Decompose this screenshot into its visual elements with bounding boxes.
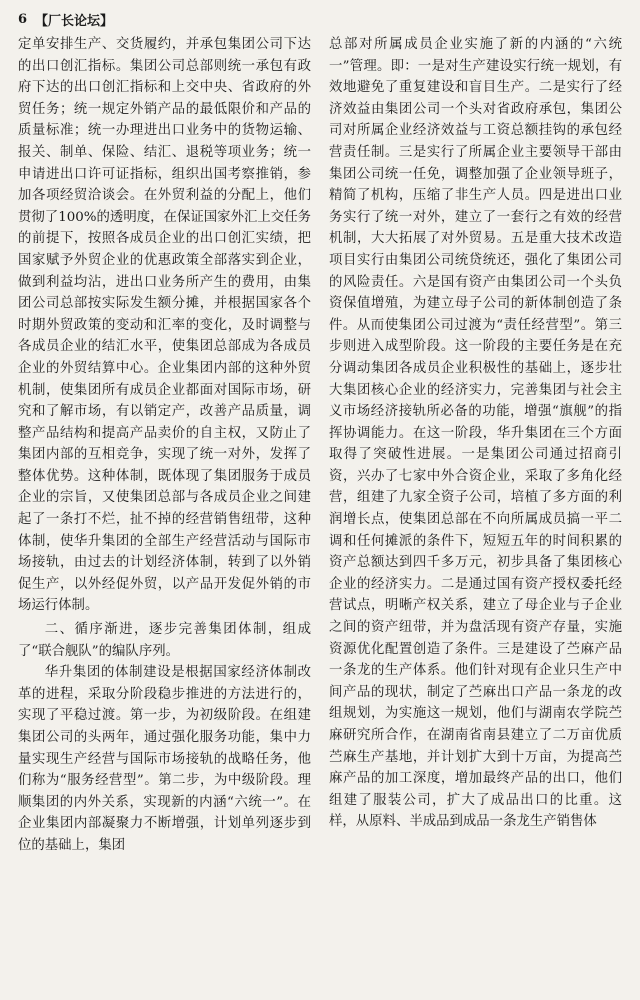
paragraph: 总部对所属成员企业实施了新的内涵的“六统一”管理。即：一是对生产建设实行统一规划，有效地避免了重复建设和盲目生产。二是实行了经济效益由集团公司一个头对省政府承包，集团公司对所属企业经济效益与工资总额挂钩的承包经营责任制。三是实行了所属企业主要领导干部由集团公司统一任免，调整加强了企业领导班子，精简了机构，压缩了非生产人员。四是进出口业务实行了统一对外，建立了一套行之有效的经营机制，大大拓展了对外贸易。五是重大技术改造项目实行由集团公司统贷统还，强化了集团公司的风险责任。六是国有资产由集团公司一个头负资保值增殖，为建立母子公司的新体制创造了条件。从而使集团公司过渡为“责任经营型”。第三步则进入成型阶段。这一阶段的主要任务是在充分调动集团各成员企业积极性的基础上，逐步壮大集团核心企业的经济实力，完善集团与社会主义市场经济接轨所必备的功能，增强“旗舰”的指挥协调能力。在这一阶段，华升集团在三个方面取得了突破性进展。一是集团公司通过招商引资，兴办了七家中外合资企业，采取了多角化经营，组建了九家全资子公司，培植了多方面的利润增长点，使集团总部在不向所属成员搞一平二调和任何摊派的条件下，短短五年的时间积累的资产总额达到四千多万元，初步具备了集团核心企业的经济实力。二是通过国有资产授权委托经营试点，明晰产权关系，建立了母企业与子企业之间的资产纽带，并为盘活现有资产存量，实施资源优化配置创造了条件。三是建设了苎麻产品一条龙的生产体系。他们针对现有企业只生产中间产品的现状，制定了苎麻出口产品一条龙的改组规划，为实施这一规划，他们与湖南农学院苎麻研究所合作，在湖南省南县建立了二万亩优质苎麻生产基地，并计划扩大到十万亩，为提高苎麻产品的加工深度，增加最终产品的出口，他们组建了服装公司，扩大了成品出口的比重。这样，从原料、半成品到成品一条龙生产销售体 xyxy=(329,37,622,830)
left-column xyxy=(18,34,311,994)
page-number: 6 xyxy=(18,11,28,27)
right-column xyxy=(329,34,622,994)
section-heading: 二、循序渐进，逐步完善集团体制，组成了“联合舰队”的编队序列。 xyxy=(18,622,311,659)
journal-title: 【厂长论坛】 xyxy=(35,13,114,29)
paragraph: 定单安排生产、交货履约，并承包集团公司下达的出口创汇指标。集团公司总部则统一承包有政府下达的出口创汇指标和上交中央、省政府的外贸任务；统一规定外销产品的最低限价和产品的质量标准；统一办理进出口业务中的货物运输、报关、制单、保险、结汇、退税等项业务；统一申请进出口许可证指标，组织出国考察推销，参加各项经贸洽谈会。在外贸利益的分配上，他们贯彻了100%的透明度，在保证国家外汇上交任务的前提下，按照各成员企业的出口创汇实绩，把国家赋予外贸企业的优惠政策全部落实到企业，做到利益均沾，进出口业务所产生的费用，由集团公司总部按实际发生额分摊，并根据国家各个时期外贸政策的变动和汇率的变化，及时调整与各成员企业的结汇水平，使集团总部成为各成员企业的外贸结算中心。企业集团内部的这种外贸机制，使集团所有成员企业都面对国际市场，研究和了解市场，有以销定产，改善产品质量，调整产品结构和提高产品卖价的自主权，又防止了集团内部的互相竞争，实现了统一对外，发挥了整体优势。这种体制，既体现了集团服务于成员企业的宗旨，又使集团总部与各成员企业之间建起了一条打不烂，扯不掉的经营销售纽带，这种体制，使华升集团的全部生产经营活动与国际市场接轨，由过去的计划经济体制，转到了以外销促生产，以外经促外贸，以产品开发促外销的市场运行体制。 xyxy=(18,37,311,614)
page-header xyxy=(18,8,113,30)
paragraph: 华升集团的体制建设是根据国家经济体制改革的进程，采取分阶段稳步推进的方法进行的，实现了平稳过渡。第一步，为初级阶段。在组建集团公司的头两年，通过强化服务功能，集中力量实现生产经营与国际市场接轨的战略任务，他们称为“服务经营型”。第二步，为中级阶段。理顺集团的内外关系，实现新的内涵“六统一”。在企业集团内部凝聚力不断增强，计划单列逐步到位的基础上，集团 xyxy=(18,665,311,853)
article-body xyxy=(18,34,622,994)
